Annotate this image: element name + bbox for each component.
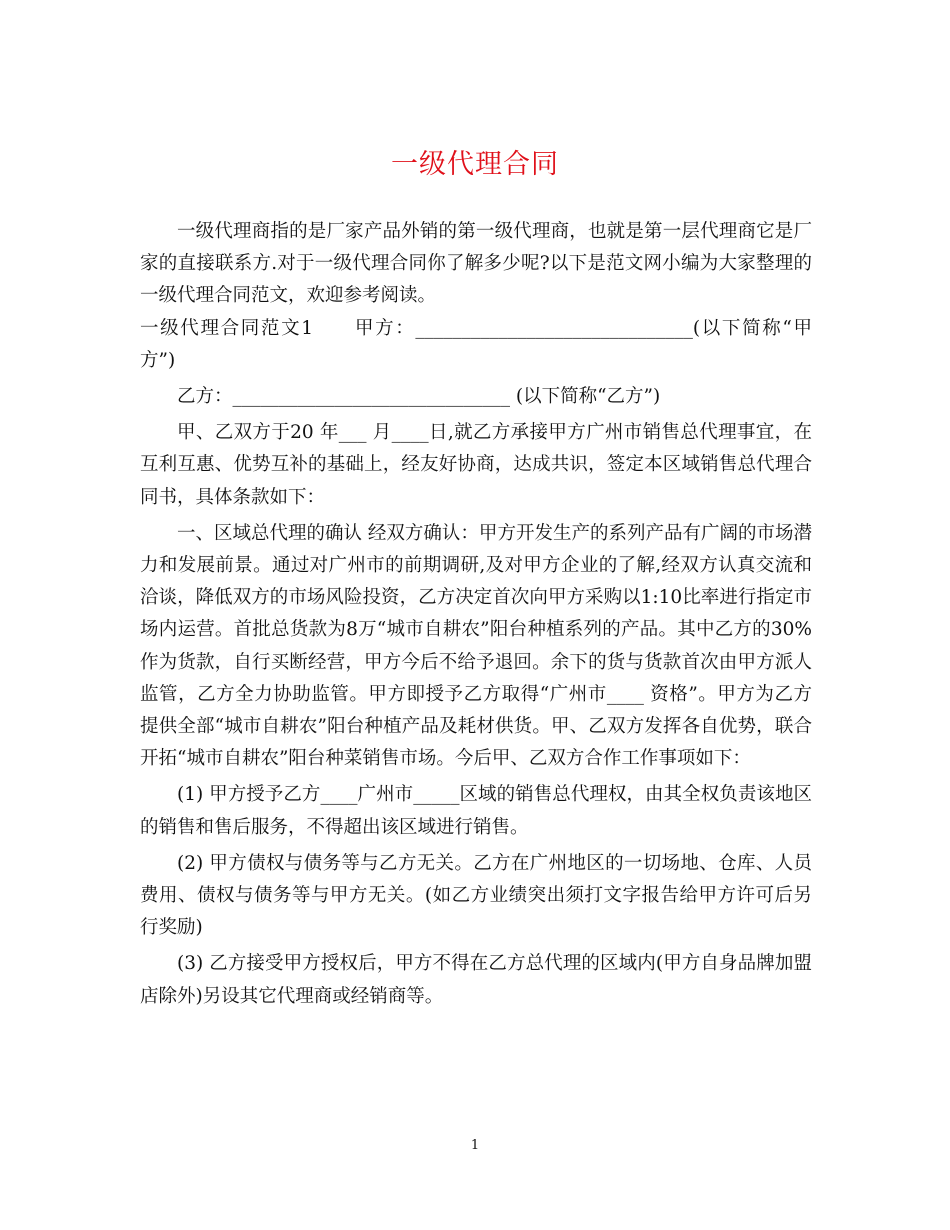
item-2-paragraph: (2) 甲方债权与债务等与乙方无关。乙方在广州地区的一切场地、仓库、人员费用、债权与债务等与甲方无关。(如乙方业绩突出须打文字报告给甲方许可后另行奖励) [140,852,812,939]
page-number: 1 [470,1138,480,1153]
party-a-line: 一级代理合同范文1 甲方：______________________________(以下简称“甲方”) [140,317,812,371]
intro-paragraph: 一级代理商指的是厂家产品外销的第一级代理商，也就是第一层代理商它是厂家的直接联系方.对于一级代理合同你了解多少呢?以下是范文网小编为大家整理的一级代理合同范文，欢迎参考阅读。 [140,221,812,307]
item-1-paragraph: (1) 甲方授予乙方____广州市_____区域的销售总代理权，由其全权负责该地区的销售和售后服务，不得超出该区域进行销售。 [140,784,812,838]
document-title: 一级代理合同 [391,149,559,180]
item-3-paragraph: (3) 乙方接受甲方授权后，甲方不得在乙方总代理的区域内(甲方自身品牌加盟店除外)另设其它代理商或经销商等。 [140,953,812,1007]
agreement-paragraph: 甲、乙双方于20 年___ 月____日,就乙方承接甲方广州市销售总代理事宜，在互利互惠、优势互补的基础上，经友好协商，达成共识，签定本区域销售总代理合同书，具体条款如下： [140,422,812,508]
clause-one-paragraph: 一、区域总代理的确认 经双方确认：甲方开发生产的系列产品有广阔的市场潜力和发展前景。通过对广州市的前期调研,及对甲方企业的了解,经双方认真交流和洽谈，降低双方的市场风险投资，乙方决定首次向甲方采购以1:10比率进行指定市场内运营。首批总货款为8万“城市自耕农”阳台种植系列的产品。其中乙方的30%作为货款，自行买断经营，甲方今后不给予退回。余下的货与货款首次由甲方派人监管，乙方全力协助监管。甲方即授予乙方取得“广州市____ 资格”。甲方为乙方提供全部“城市自耕农”阳台种植产品及耗材供货。甲、乙双方发挥各自优势，联合开拓“城市自耕农”阳台种菜销售市场。今后甲、乙双方合作工作事项如下： [140,522,812,770]
party-b-line: 乙方：______________________________ (以下简称“乙方”) [177,386,661,408]
document-body [140,216,812,1013]
